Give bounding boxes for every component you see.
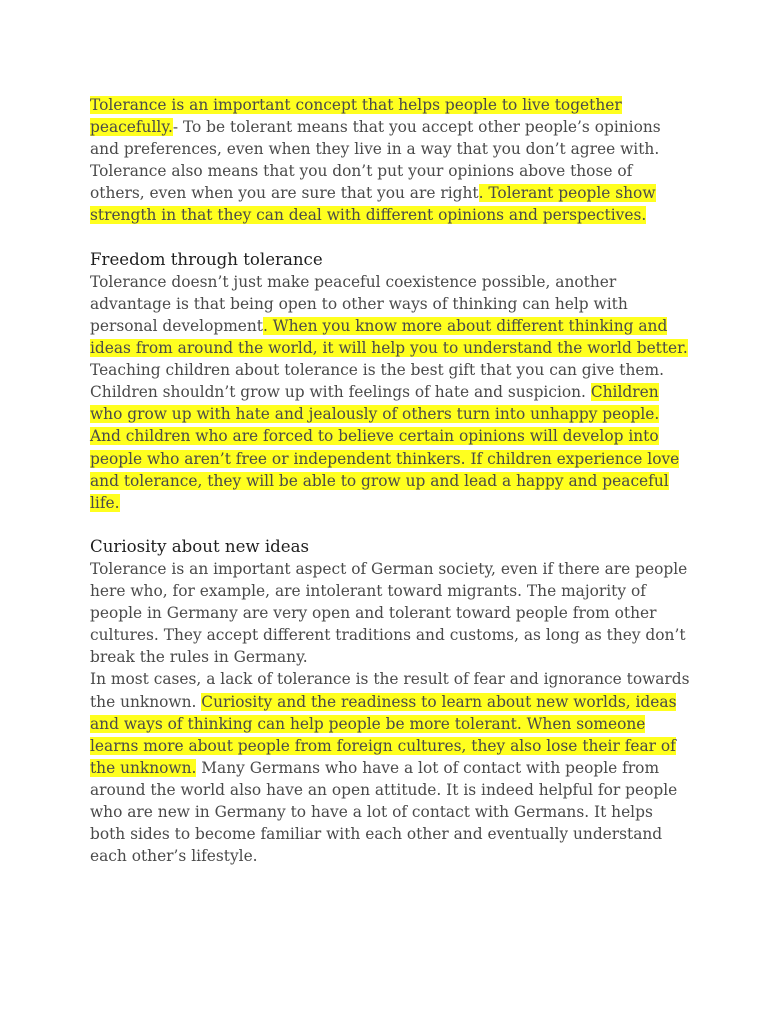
section-heading-freedom: Freedom through tolerance — [90, 249, 323, 269]
body-text: In most cases, a lack of tolerance is the result of fear and ignorance towards the unknown. — [90, 670, 690, 711]
highlighted-text: . Tolerant people show strength in that they can deal with different opinions and perspectives. — [90, 184, 656, 225]
body-text: - To be tolerant means that you accept other people’s opinions and preferences, even when they live in a way that you don’t agree with. Tolerance also means that you don’t put your opinions above those of others, even when you are sure that you are right — [90, 118, 661, 203]
curiosity-paragraph-1: Tolerance is an important aspect of German society, even if there are people here who, for example, are intolerant toward migrants. The majority of people in Germany are very open and tolerant toward people from other cultures. They accept different traditions and customs, as long as they don’t break the rules in Germany. — [90, 559, 688, 667]
highlighted-text: Curiosity and the readiness to learn about new worlds, ideas and ways of thinking can help people be more tolerant. When someone learns more about people from foreign cultures, they also lose their fear of the unknown. — [90, 692, 677, 777]
section-heading-curiosity: Curiosity about new ideas — [90, 536, 310, 556]
body-text: Many Germans who have a lot of contact with people from around the world also have an open attitude. It is indeed helpful for people who are new in Germany to have a lot of contact with Germans. It helps both sides to become familiar with each other and eventually understand each other’s lifestyle. — [90, 758, 678, 866]
body-text: Teaching children about tolerance is the best gift that you can give them. Children shouldn’t grow up with feelings of hate and suspicion. — [90, 361, 664, 402]
intro-paragraph — [90, 94, 690, 227]
highlighted-text: Children who grow up with hate and jealously of others turn into unhappy people. And children who are forced to believe certain opinions will develop into people who aren’t free or independent thinkers. If children experience love and tolerance, they will be able to grow up and lead a happy and peaceful life. — [90, 383, 680, 512]
blank-line — [90, 227, 690, 249]
body-text: Tolerance doesn’t just make peaceful coexistence possible, another advantage is that being open to other ways of thinking can help with personal development — [90, 272, 628, 335]
curiosity-paragraph-2 — [90, 668, 690, 867]
freedom-paragraph-2 — [90, 359, 690, 514]
document-page — [90, 94, 690, 867]
freedom-paragraph-1 — [90, 271, 690, 359]
blank-line — [90, 514, 690, 536]
highlighted-text: Tolerance is an important concept that helps people to live together peacefully. — [90, 96, 622, 137]
highlighted-text: . When you know more about different thinking and ideas from around the world, it will help you to understand the world better. — [90, 316, 688, 358]
